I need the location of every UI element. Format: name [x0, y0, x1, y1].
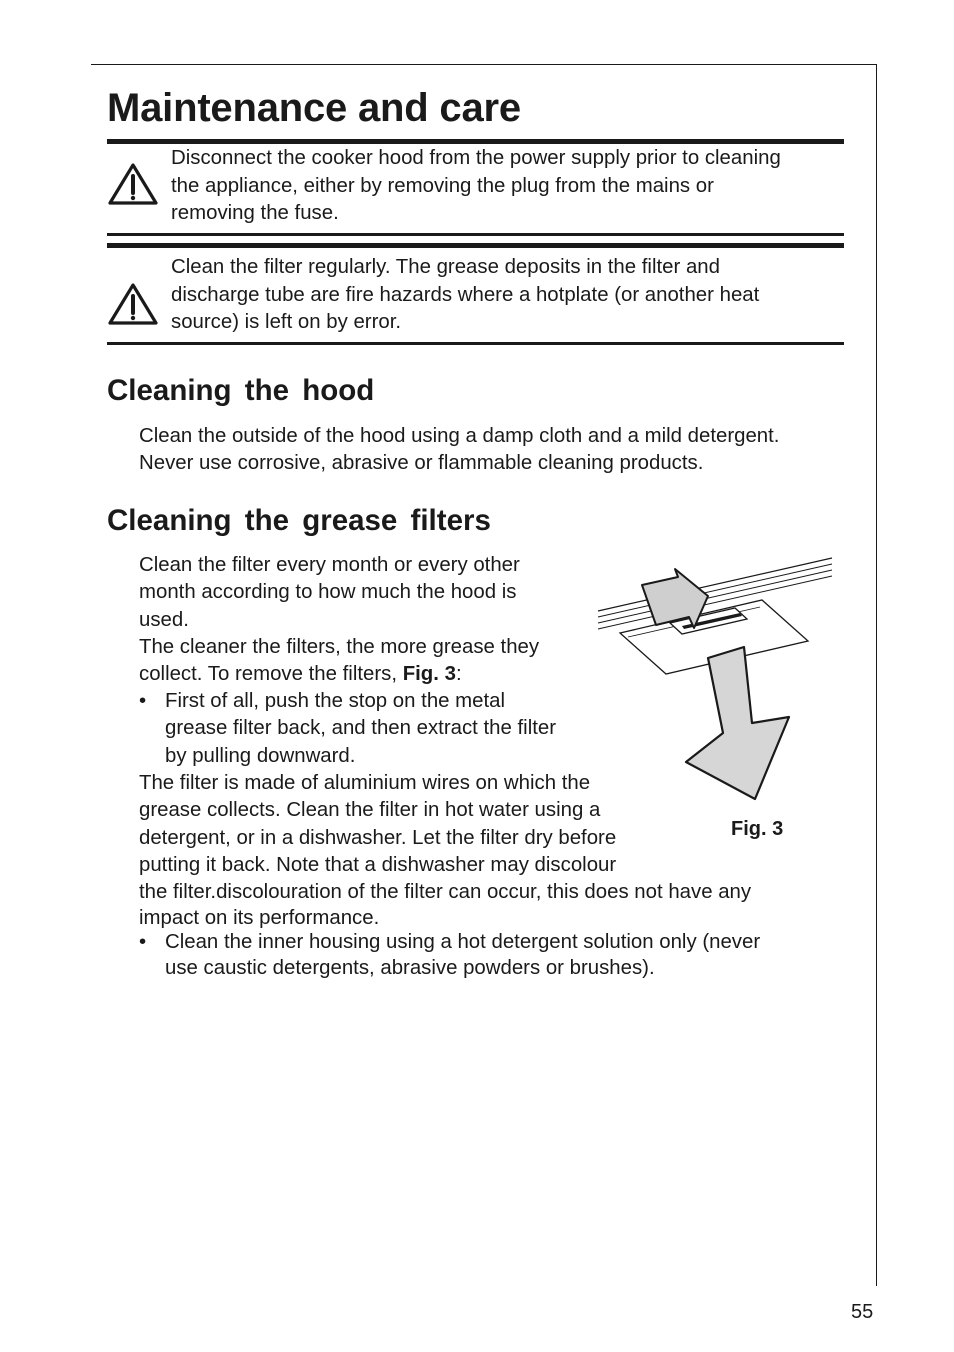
bullet-line: First of all, push the stop on the metal: [165, 690, 506, 712]
bullet-marker: •: [139, 931, 147, 953]
warning-triangle-icon: [107, 282, 159, 326]
section-heading-filters: Cleaning the grease filters: [107, 504, 491, 537]
bullet-line: by pulling downward.: [165, 744, 356, 767]
warning-line: discharge tube are fire hazards where a hotplate (or another heat: [171, 283, 760, 306]
paragraph-line: the filter.discolouration of the filter can occur, this does not have any: [139, 881, 752, 904]
figure-caption: Fig. 3: [731, 818, 784, 840]
warning-line: removing the fuse.: [171, 202, 339, 224]
paragraph-line: grease collects. Clean the filter in hot water using a: [139, 799, 601, 822]
remove-suffix: :: [455, 663, 462, 686]
filters-intro-paragraph: [139, 552, 539, 688]
paragraph-line: month according to how much the hood is: [139, 581, 517, 604]
section-heading-hood: Cleaning the hood: [107, 374, 375, 407]
page-title: Maintenance and care: [107, 86, 521, 130]
hood-paragraph: [139, 423, 779, 478]
warning-line: source) is left on by error.: [171, 311, 402, 333]
warning-text: [171, 254, 843, 337]
bullet-line: Clean the inner housing using a hot detergent solution only (never: [165, 931, 761, 953]
bullet-item: [139, 930, 839, 982]
warning-top-rule: [107, 243, 844, 248]
paragraph-line: detergent, or in a dishwasher. Let the filter dry before: [139, 826, 617, 849]
page-frame-right: [876, 64, 877, 1286]
remove-text: collect. To remove the filters,: [139, 663, 403, 686]
warning-divider-rule: [107, 233, 844, 236]
warning-top-rule: [107, 139, 844, 144]
paragraph-line: used.: [139, 608, 189, 631]
bullet-line: use caustic detergents, abrasive powders or brushes).: [165, 956, 655, 979]
page-number: 55: [851, 1301, 874, 1323]
paragraph-line: [139, 661, 539, 688]
warning-line: Clean the filter regularly. The grease deposits in the filter and: [171, 256, 720, 278]
warning-triangle-icon: [107, 162, 159, 206]
bullet-item: [139, 688, 659, 770]
paragraph-line: Clean the outside of the hood using a damp cloth and a mild detergent.: [139, 425, 780, 447]
bullet-marker: •: [139, 690, 147, 712]
warning-text: [171, 145, 843, 228]
page-frame-top: [91, 64, 877, 65]
figure-reference: Fig. 3: [402, 663, 456, 686]
warning-line: the appliance, either by removing the plug from the mains or: [171, 174, 714, 197]
warning-bottom-rule: [107, 342, 844, 345]
paragraph-line: Never use corrosive, abrasive or flammable cleaning products.: [139, 452, 704, 475]
warning-line: Disconnect the cooker hood from the power supply prior to cleaning: [171, 147, 781, 169]
paragraph-line: impact on its performance.: [139, 907, 380, 930]
bullet-line: grease filter back, and then extract the filter: [165, 717, 557, 740]
paragraph-line: The cleaner the filters, the more grease they: [139, 635, 540, 658]
paragraph-line: Clean the filter every month or every other: [139, 554, 520, 576]
paragraph-line: putting it back. Note that a dishwasher may discolour: [139, 853, 617, 876]
figure-3-illustration: [590, 553, 840, 803]
paragraph-line: The filter is made of aluminium wires on which the: [139, 772, 591, 794]
